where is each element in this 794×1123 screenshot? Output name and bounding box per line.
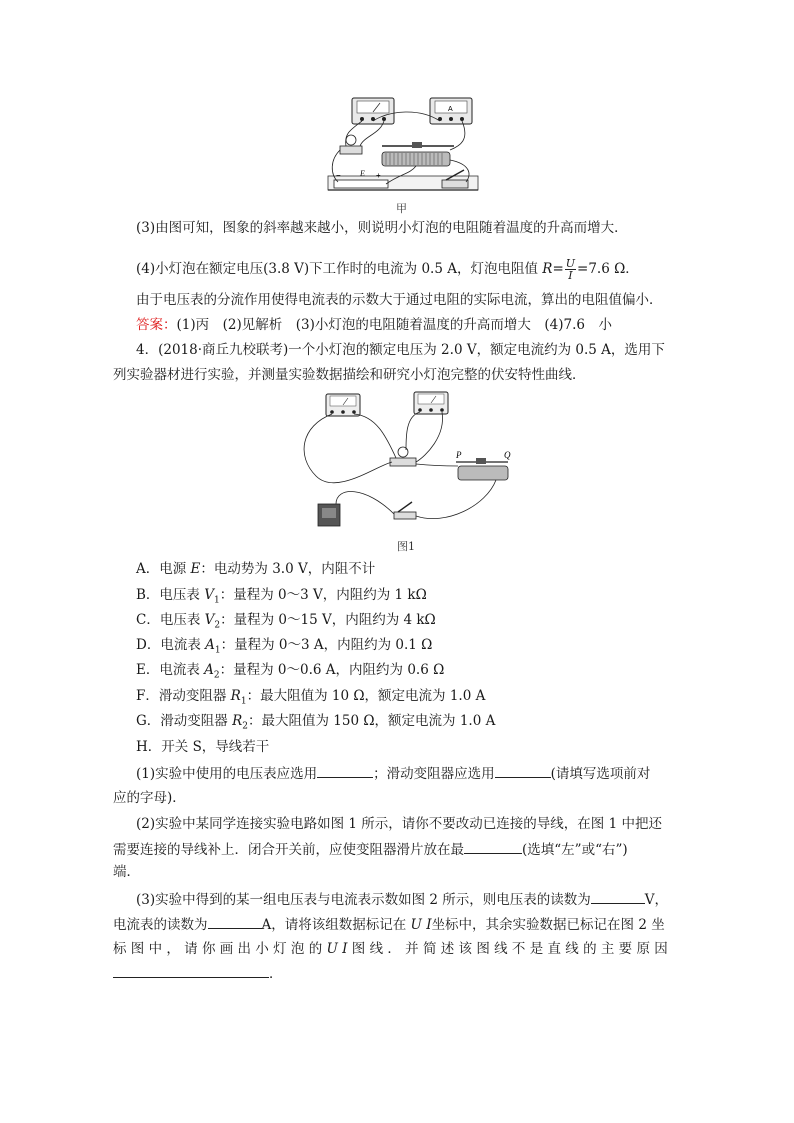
option-symbol: E: [190, 561, 201, 577]
option-item: [136, 660, 444, 686]
battery-plus: +: [376, 171, 381, 180]
conclusion-4: [136, 258, 639, 281]
option-symbol: R: [232, 713, 243, 729]
option-prefix: A．电源: [136, 561, 191, 577]
option-item: [136, 610, 436, 636]
option-symbol: R: [230, 688, 241, 704]
part-3-text-e: 坐标中，其余实验数据已标记在图 2 坐: [431, 917, 665, 933]
part-1-line-2: 应的字母)．: [113, 790, 186, 806]
u-over-i-fraction: [565, 258, 576, 281]
figure-caption-1: 图1: [397, 540, 415, 553]
rheostat-choice-blank[interactable]: [495, 763, 551, 778]
option-symbol: A: [205, 637, 215, 653]
part-3-text-f: 标 图 中 ， 请 你 画 出 小 灯 泡 的: [113, 941, 327, 957]
option-prefix: H．开关 S，导线若干: [136, 739, 270, 755]
part-3-line-2: [113, 914, 665, 935]
answer-line: [136, 315, 612, 335]
figure-caption-jia: 甲: [396, 202, 407, 215]
voltmeter-choice-blank[interactable]: [317, 763, 373, 778]
resistance-symbol: R: [542, 261, 553, 277]
conclusion-3: (3)由图可知，图象的斜率越来越小，则说明小灯泡的电阻随着温度的升高而增大．: [136, 220, 628, 236]
option-subscript: 2: [242, 721, 248, 732]
question-4-line-2: 列实验器材进行实验，并测量实验数据描绘和研究小灯泡完整的伏安特性曲线．: [113, 367, 586, 383]
part-3-line-4: [113, 963, 283, 984]
option-subscript: 2: [214, 620, 221, 631]
option-symbol: A: [204, 662, 214, 678]
part-1-text-b: ；滑动变阻器应选用: [373, 766, 495, 782]
ammeter-label: A: [448, 106, 453, 113]
part-3-line-1: [136, 889, 668, 910]
part-1-line-1: [136, 763, 650, 784]
option-prefix: B．电压表: [136, 587, 205, 603]
option-description: ：量程为 0～0.6 A，内阻约为 0.6 Ω: [219, 662, 445, 678]
option-item: [136, 686, 485, 712]
part-2-line-1: (2)实验中某同学连接实验电路如图 1 所示，请你不要改动已连接的导线，在图 1 中把还: [136, 816, 662, 832]
part-2-line-2: [113, 839, 628, 860]
option-item: [136, 559, 375, 585]
reason-blank[interactable]: [113, 963, 269, 978]
circuit-figure-jia: [320, 90, 490, 210]
option-prefix: E．电流表: [136, 662, 205, 678]
option-symbol: V: [204, 587, 214, 603]
option-item: [136, 635, 432, 661]
circuit-figure-1: [296, 386, 516, 536]
part-2-line-3: 端．: [113, 864, 140, 880]
question-4-line-1: 4．(2018·商丘九校联考)一个小灯泡的额定电压为 2.0 V，额定电流约为 0.5 A，选用下: [136, 342, 665, 358]
part-3-text-c: 电流表的读数为: [113, 917, 208, 933]
battery-minus: −: [336, 171, 341, 180]
part-3-line-3: [113, 939, 668, 959]
answer-text: (1)丙 (2)见解析 (3)小灯泡的电阻随着温度的升高而增大 (4)7.6 小: [176, 317, 612, 333]
conclusion-4-result: =7.6 Ω．: [577, 261, 639, 277]
voltage-reading-blank[interactable]: [591, 889, 645, 904]
option-description: ：电动势为 3.0 V，内阻不计: [200, 561, 376, 577]
option-description: ：量程为 0～3 A，内阻约为 0.1 Ω: [220, 637, 433, 653]
fraction-numerator: U: [565, 257, 576, 270]
option-item: [136, 737, 269, 763]
part-1-text-a: (1)实验中使用的电压表应选用: [136, 766, 318, 782]
option-description: ：量程为 0～15 V，内阻约为 4 kΩ: [220, 612, 436, 628]
fraction-denominator: I: [568, 269, 573, 282]
slider-position-blank[interactable]: [464, 839, 522, 854]
option-symbol: V: [204, 612, 215, 628]
option-item: [136, 585, 427, 611]
option-description: ：最大阻值为 150 Ω，额定电流为 1.0 A: [247, 713, 496, 729]
equals-sign: =: [552, 261, 564, 277]
ui-symbol: U I: [410, 917, 432, 933]
part-2-text-b: (选填“左”或“右”): [522, 842, 628, 858]
battery-label-e: E: [360, 169, 365, 178]
answer-label: 答案：: [136, 317, 177, 333]
option-description: ：量程为 0～3 V，内阻约为 1 kΩ: [219, 587, 427, 603]
option-prefix: G．滑动变阻器: [136, 713, 233, 729]
option-prefix: C．电压表: [136, 612, 205, 628]
option-subscript: 1: [240, 696, 247, 707]
part-1-text-c: (请填写选项前对: [550, 766, 651, 782]
option-subscript: 1: [214, 645, 221, 656]
part-3-text-d: A，请将该组数据标记在: [261, 917, 411, 933]
option-description: ：最大阻值为 10 Ω，额定电流为 1.0 A: [246, 688, 486, 704]
conclusion-5: 由于电压表的分流作用使得电流表的示数大于通过电阻的实际电流，算出的电阻值偏小．: [136, 292, 663, 308]
part-3-text-b: V，: [644, 892, 669, 908]
rheostat-label-p: P: [456, 450, 462, 460]
current-reading-blank[interactable]: [208, 914, 262, 929]
option-prefix: D．电流表: [136, 637, 206, 653]
option-subscript: 1: [213, 595, 220, 606]
ui-symbol-2: U I: [326, 941, 348, 957]
option-prefix: F．滑动变阻器: [136, 688, 231, 704]
option-item: [136, 711, 495, 737]
conclusion-4-text: (4)小灯泡在额定电压(3.8 V)下工作时的电流为 0.5 A，灯泡电阻值: [136, 261, 543, 277]
option-subscript: 2: [213, 670, 220, 681]
part-3-text-a: (3)实验中得到的某一组电压表与电流表示数如图 2 所示，则电压表的读数为: [136, 892, 591, 908]
part-3-text-h: ．: [269, 966, 283, 982]
part-2-text-a: 需要连接的导线补上．闭合开关前，应使变阻器滑片放在最: [113, 842, 464, 858]
part-3-text-g: 图 线 ． 并 简 述 该 图 线 不 是 直 线 的 主 要 原 因: [347, 941, 668, 957]
rheostat-label-q: Q: [504, 450, 511, 460]
